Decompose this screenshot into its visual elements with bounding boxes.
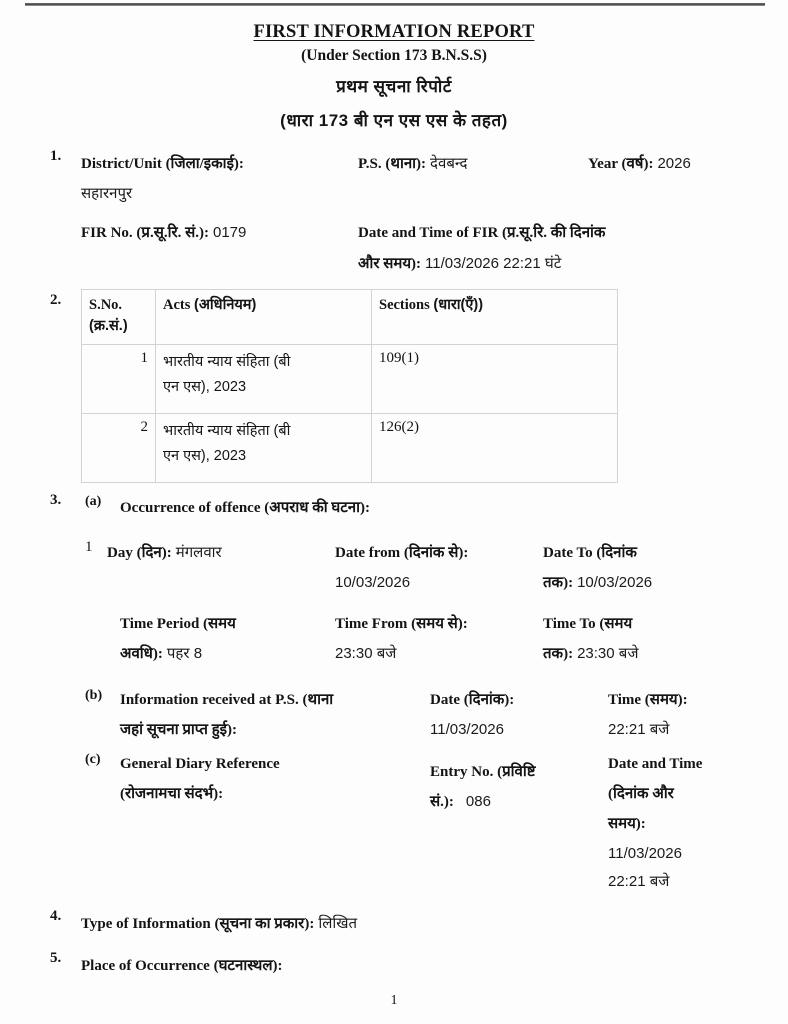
district-unit-label: District/Unit (जिला/इकाई): — [81, 156, 244, 172]
place-of-occurrence-label: Place of Occurrence (घटनास्थल): — [81, 958, 283, 974]
page-number: 1 — [390, 993, 398, 1008]
information-received-field — [120, 688, 420, 743]
section-3a-marker: (a) — [85, 494, 102, 509]
section-1-number: 1. — [50, 148, 62, 164]
row-act — [156, 345, 372, 414]
row-section: 109(1) — [372, 345, 618, 414]
document-title-english: FIRST INFORMATION REPORT — [253, 22, 535, 42]
year-label: Year (वर्ष): — [588, 156, 654, 172]
information-received-label-line2: जहां सूचना प्राप्त हुई): — [120, 721, 238, 738]
date-to-label-line1: Date To (दिनांक — [543, 545, 637, 561]
occurrence-row-index: 1 — [85, 539, 93, 555]
document-subtitle-english: (Under Section 173 B.N.S.S) — [301, 47, 487, 64]
occurrence-of-offence-heading — [120, 496, 370, 521]
gd-entry-number-field — [430, 760, 590, 815]
section-4-number: 4. — [50, 908, 62, 924]
row-act-line1: भारतीय न्याय संहिता (बी — [163, 423, 291, 440]
information-time-label: Time (समय): — [608, 692, 688, 708]
column-header-acts-en: Acts — [163, 297, 191, 313]
gd-datetime-value-time: 22:21 बजे — [608, 873, 670, 891]
day-value: मंगलवार — [175, 544, 222, 561]
year-value: 2026 — [657, 155, 691, 172]
acts-and-sections-table — [81, 289, 618, 483]
time-period-value: पहर 8 — [166, 644, 203, 662]
table-row — [82, 345, 618, 414]
table-row — [82, 414, 618, 483]
place-of-occurrence-field — [81, 954, 283, 979]
district-unit-value: सहारनपुर — [81, 185, 133, 202]
document-title-hindi: प्रथम सूचना रिपोर्ट — [336, 77, 452, 96]
section-2-number: 2. — [50, 292, 62, 308]
time-from-value: 23:30 बजे — [335, 644, 397, 662]
fir-datetime-value: 11/03/2026 22:21 घंटे — [425, 254, 562, 272]
column-header-sno-en: S.No. — [89, 297, 123, 313]
row-act-line1: भारतीय न्याय संहिता (बी — [163, 354, 291, 371]
date-to-label-line2: तक): — [543, 574, 574, 591]
gd-datetime-label-line3: समय): — [608, 815, 646, 832]
gd-entry-number-label-line1: Entry No. (प्रविष्टि — [430, 764, 536, 780]
police-station-field — [358, 152, 468, 177]
fir-datetime-field — [358, 221, 708, 277]
gd-datetime-value-date: 11/03/2026 — [608, 845, 682, 863]
table-header-row — [82, 290, 618, 345]
general-diary-label-line2: (रोजनामचा संदर्भ): — [120, 785, 224, 802]
police-station-value: देवबन्द — [430, 155, 468, 172]
column-header-sno-hi: (क्र.सं.) — [89, 318, 128, 335]
information-time-value: 22:21 बजे — [608, 720, 670, 738]
time-from-field — [335, 612, 535, 667]
row-act — [156, 414, 372, 483]
information-received-label-line1: Information received at P.S. (थाना — [120, 692, 334, 708]
document-subtitle-hindi: (धारा 173 बी एन एस एस के तहत) — [280, 111, 508, 130]
district-unit-value-wrap — [81, 182, 132, 207]
day-field — [107, 541, 222, 566]
day-label: Day (दिन): — [107, 545, 172, 561]
type-of-information-value: लिखित — [318, 915, 358, 932]
year-field — [588, 152, 691, 177]
row-section: 126(2) — [372, 414, 618, 483]
row-act-line2: एन एस), 2023 — [163, 448, 247, 465]
column-header-acts-hi: (अधिनियम) — [194, 297, 257, 313]
time-to-label-line1: Time To (समय — [543, 616, 633, 632]
gd-datetime-label-line1: Date and Time — [608, 756, 703, 772]
fir-number-value: 0179 — [213, 224, 247, 241]
fir-number-label: FIR No. (प्र.सू.रि. सं.): — [81, 225, 209, 241]
occurrence-of-offence-heading-text: Occurrence of offence (अपराध की घटना): — [120, 500, 370, 516]
column-header-sections-en: Sections — [379, 297, 430, 313]
gd-datetime-field — [608, 752, 778, 895]
district-unit-field — [81, 152, 341, 177]
fir-datetime-label-line2: और समय): — [358, 255, 422, 272]
section-3-number: 3. — [50, 492, 62, 508]
fir-datetime-label-line1: Date and Time of FIR (प्र.सू.रि. की दिनांक — [358, 225, 606, 241]
column-header-sections — [372, 290, 618, 345]
time-to-label-line2: तक): — [543, 645, 574, 662]
information-date-field — [430, 688, 590, 743]
time-period-label-line2: अवधि): — [120, 645, 163, 662]
section-3c-marker: (c) — [85, 752, 101, 767]
information-time-field — [608, 688, 768, 743]
type-of-information-field — [81, 912, 357, 937]
gd-entry-number-value: 086 — [465, 792, 491, 810]
type-of-information-label: Type of Information (सूचना का प्रकार): — [81, 916, 315, 932]
row-sno: 2 — [82, 414, 156, 483]
police-station-label: P.S. (थाना): — [358, 156, 427, 172]
date-from-value: 10/03/2026 — [335, 573, 411, 591]
time-to-field — [543, 612, 763, 667]
row-sno: 1 — [82, 345, 156, 414]
general-diary-reference-field — [120, 752, 420, 807]
information-date-label: Date (दिनांक): — [430, 692, 515, 708]
row-act-line2: एन एस), 2023 — [163, 379, 247, 396]
scan-edge-line — [25, 3, 765, 6]
date-from-label: Date from (दिनांक से): — [335, 545, 469, 561]
general-diary-label-line1: General Diary Reference — [120, 756, 280, 772]
gd-datetime-label-line2: (दिनांक और — [608, 785, 674, 802]
date-from-field — [335, 541, 535, 596]
section-5-number: 5. — [50, 950, 62, 966]
document-header — [0, 22, 788, 131]
date-to-value: 10/03/2026 — [577, 573, 653, 591]
time-period-field — [120, 612, 320, 667]
time-period-label-line1: Time Period (समय — [120, 616, 236, 632]
section-3b-marker: (b) — [85, 688, 103, 703]
column-header-sections-hi: (धारा(एँ)) — [433, 297, 484, 313]
information-date-value: 11/03/2026 — [430, 720, 504, 738]
gd-entry-number-label-line2: सं.): — [430, 793, 454, 810]
time-from-label: Time From (समय से): — [335, 616, 468, 632]
column-header-sno — [82, 290, 156, 345]
time-to-value: 23:30 बजे — [577, 644, 639, 662]
column-header-acts — [156, 290, 372, 345]
date-to-field — [543, 541, 763, 596]
fir-number-field — [81, 221, 246, 246]
